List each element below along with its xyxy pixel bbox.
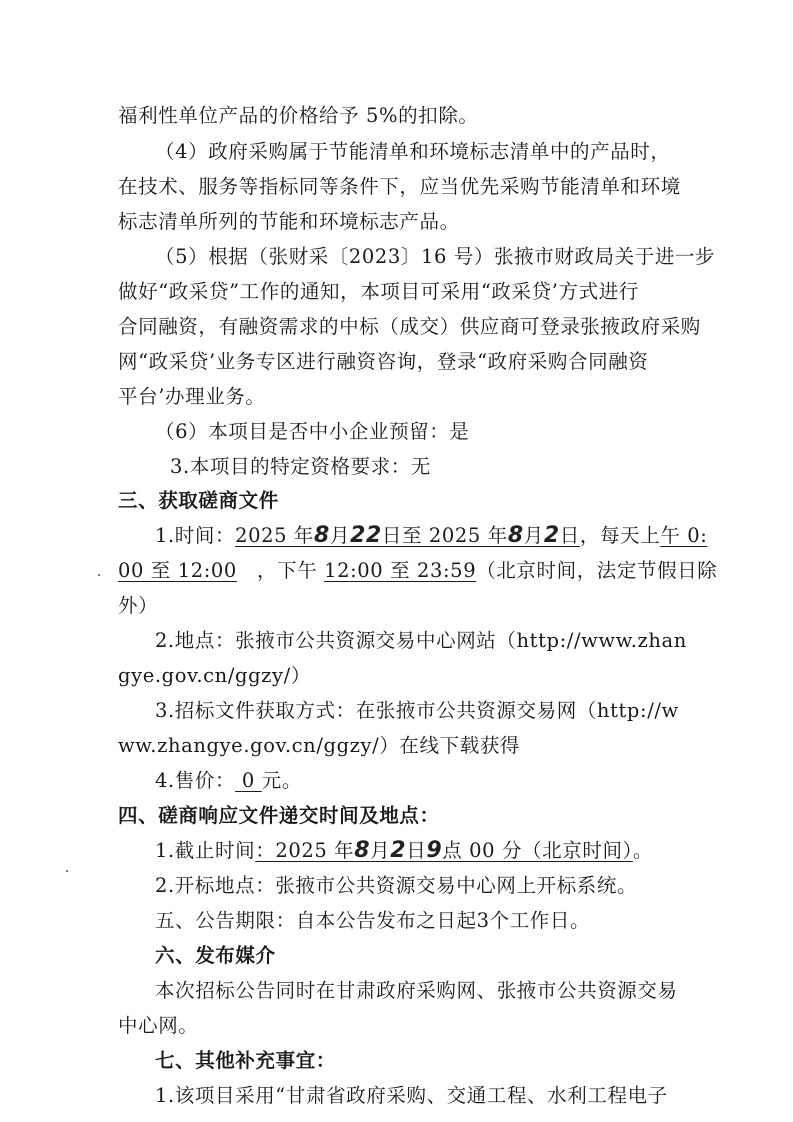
deadline-end: 。	[632, 839, 654, 862]
range-text: 日至 2025 年	[381, 524, 508, 547]
afternoon-time: 12:00 至 23:59	[324, 559, 477, 582]
price-number: 0	[241, 769, 255, 792]
paragraph-line: 合同融资，有融资需求的中标（成交）供应商可登录张掖政府采购	[118, 315, 701, 338]
paragraph-line: 1.该项目采用“甘肃省政府采购、交通工程、水利工程电子	[155, 1084, 668, 1107]
deadline-year: ：2025 年	[255, 839, 355, 862]
month-char: 月	[370, 839, 391, 862]
paragraph-line: （4）政府采购属于节能清单和环境标志清单中的产品时，	[155, 140, 671, 163]
handwritten-month: 8	[507, 523, 524, 548]
price-line	[155, 768, 302, 794]
acquire-line: 3.招标文件获取方式：在张掖市公共资源交易网（http://w	[155, 699, 679, 722]
timezone-note: （北京时间，法定节假日除	[476, 559, 718, 582]
paragraph-line: （6）本项目是否中小企业预留：是	[155, 420, 470, 443]
deadline-underlined	[255, 839, 633, 862]
scan-speck	[66, 870, 68, 872]
paragraph-line: 外）	[118, 594, 159, 617]
afternoon-label: ，下午	[236, 559, 325, 582]
time-line-2	[118, 558, 717, 584]
section-heading: 三、获取磋商文件	[118, 489, 279, 512]
price-unit: 元。	[261, 769, 302, 792]
day-char: 日	[559, 524, 580, 547]
deadline-label: 1.截止时间	[155, 839, 256, 862]
price-label: 4.售价：	[155, 769, 236, 792]
location-line: 2.地点：张掖市公共资源交易中心网站（http://www.zhan	[155, 629, 687, 652]
paragraph-line: 做好“政采贷”工作的通知，本项目可采用“政采贷’方式进行	[118, 280, 639, 303]
section-heading: 五、公告期限：自本公告发布之日起3个工作日。	[155, 909, 591, 932]
handwritten-hour: 9	[426, 838, 443, 863]
section-heading: 六、发布媒介	[155, 944, 276, 967]
paragraph-line: （5）根据（张财采〔2023〕16 号）张掖市财政局关于进一步	[155, 245, 716, 268]
paragraph-line: 在技术、服务等指标同等条件下，应当优先采购节能清单和环境	[118, 175, 681, 198]
paragraph-line: 标志清单所列的节能和环境标志产品。	[118, 210, 460, 233]
paragraph-line: 2.开标地点：张掖市公共资源交易中心网上开标系统。	[155, 874, 638, 897]
deadline-line	[155, 838, 653, 864]
handwritten-month: 8	[354, 838, 371, 863]
section-heading: 四、磋商响应文件递交时间及地点：	[118, 804, 440, 827]
paragraph-line: 福利性单位产品的价格给予 5%的扣除。	[118, 104, 479, 127]
morning-time-cont: 00 至 12:00	[118, 559, 237, 582]
handwritten-day: 22	[350, 523, 382, 548]
daily-text: ，每天上	[579, 524, 661, 547]
paragraph-line: 网“政采贷’业务专区进行融资咨询，登录“政府采购合同融资	[118, 350, 649, 373]
time-underlined	[235, 524, 580, 547]
price-value	[235, 769, 262, 792]
paragraph-line: 平台’办理业务。	[118, 385, 266, 408]
hour-text: 点 00 分（北京时间）	[442, 839, 633, 862]
location-line: gye.gov.cn/ggzy/）	[118, 664, 311, 687]
scan-speck	[98, 574, 100, 576]
time-line-1	[155, 523, 707, 549]
paragraph-line: 中心网。	[118, 1014, 199, 1037]
acquire-line: ww.zhangye.gov.cn/ggzy/）在线下载获得	[118, 734, 521, 757]
morning-time: 午 0:	[660, 524, 708, 547]
month-char: 月	[329, 524, 351, 547]
year-text: 2025 年	[235, 524, 315, 547]
handwritten-month: 8	[314, 523, 330, 548]
section-heading: 七、其他补充事宜：	[155, 1049, 336, 1072]
paragraph-line: 本次招标公告同时在甘肃政府采购网、张掖市公共资源交易	[155, 979, 678, 1002]
handwritten-day: 2	[543, 523, 560, 548]
day-char: 日	[406, 839, 427, 862]
paragraph-line: 3.本项目的特定资格要求：无	[170, 455, 432, 478]
month-char: 月	[523, 524, 544, 547]
time-prefix: 1.时间：	[155, 524, 236, 547]
handwritten-day: 2	[390, 838, 407, 863]
